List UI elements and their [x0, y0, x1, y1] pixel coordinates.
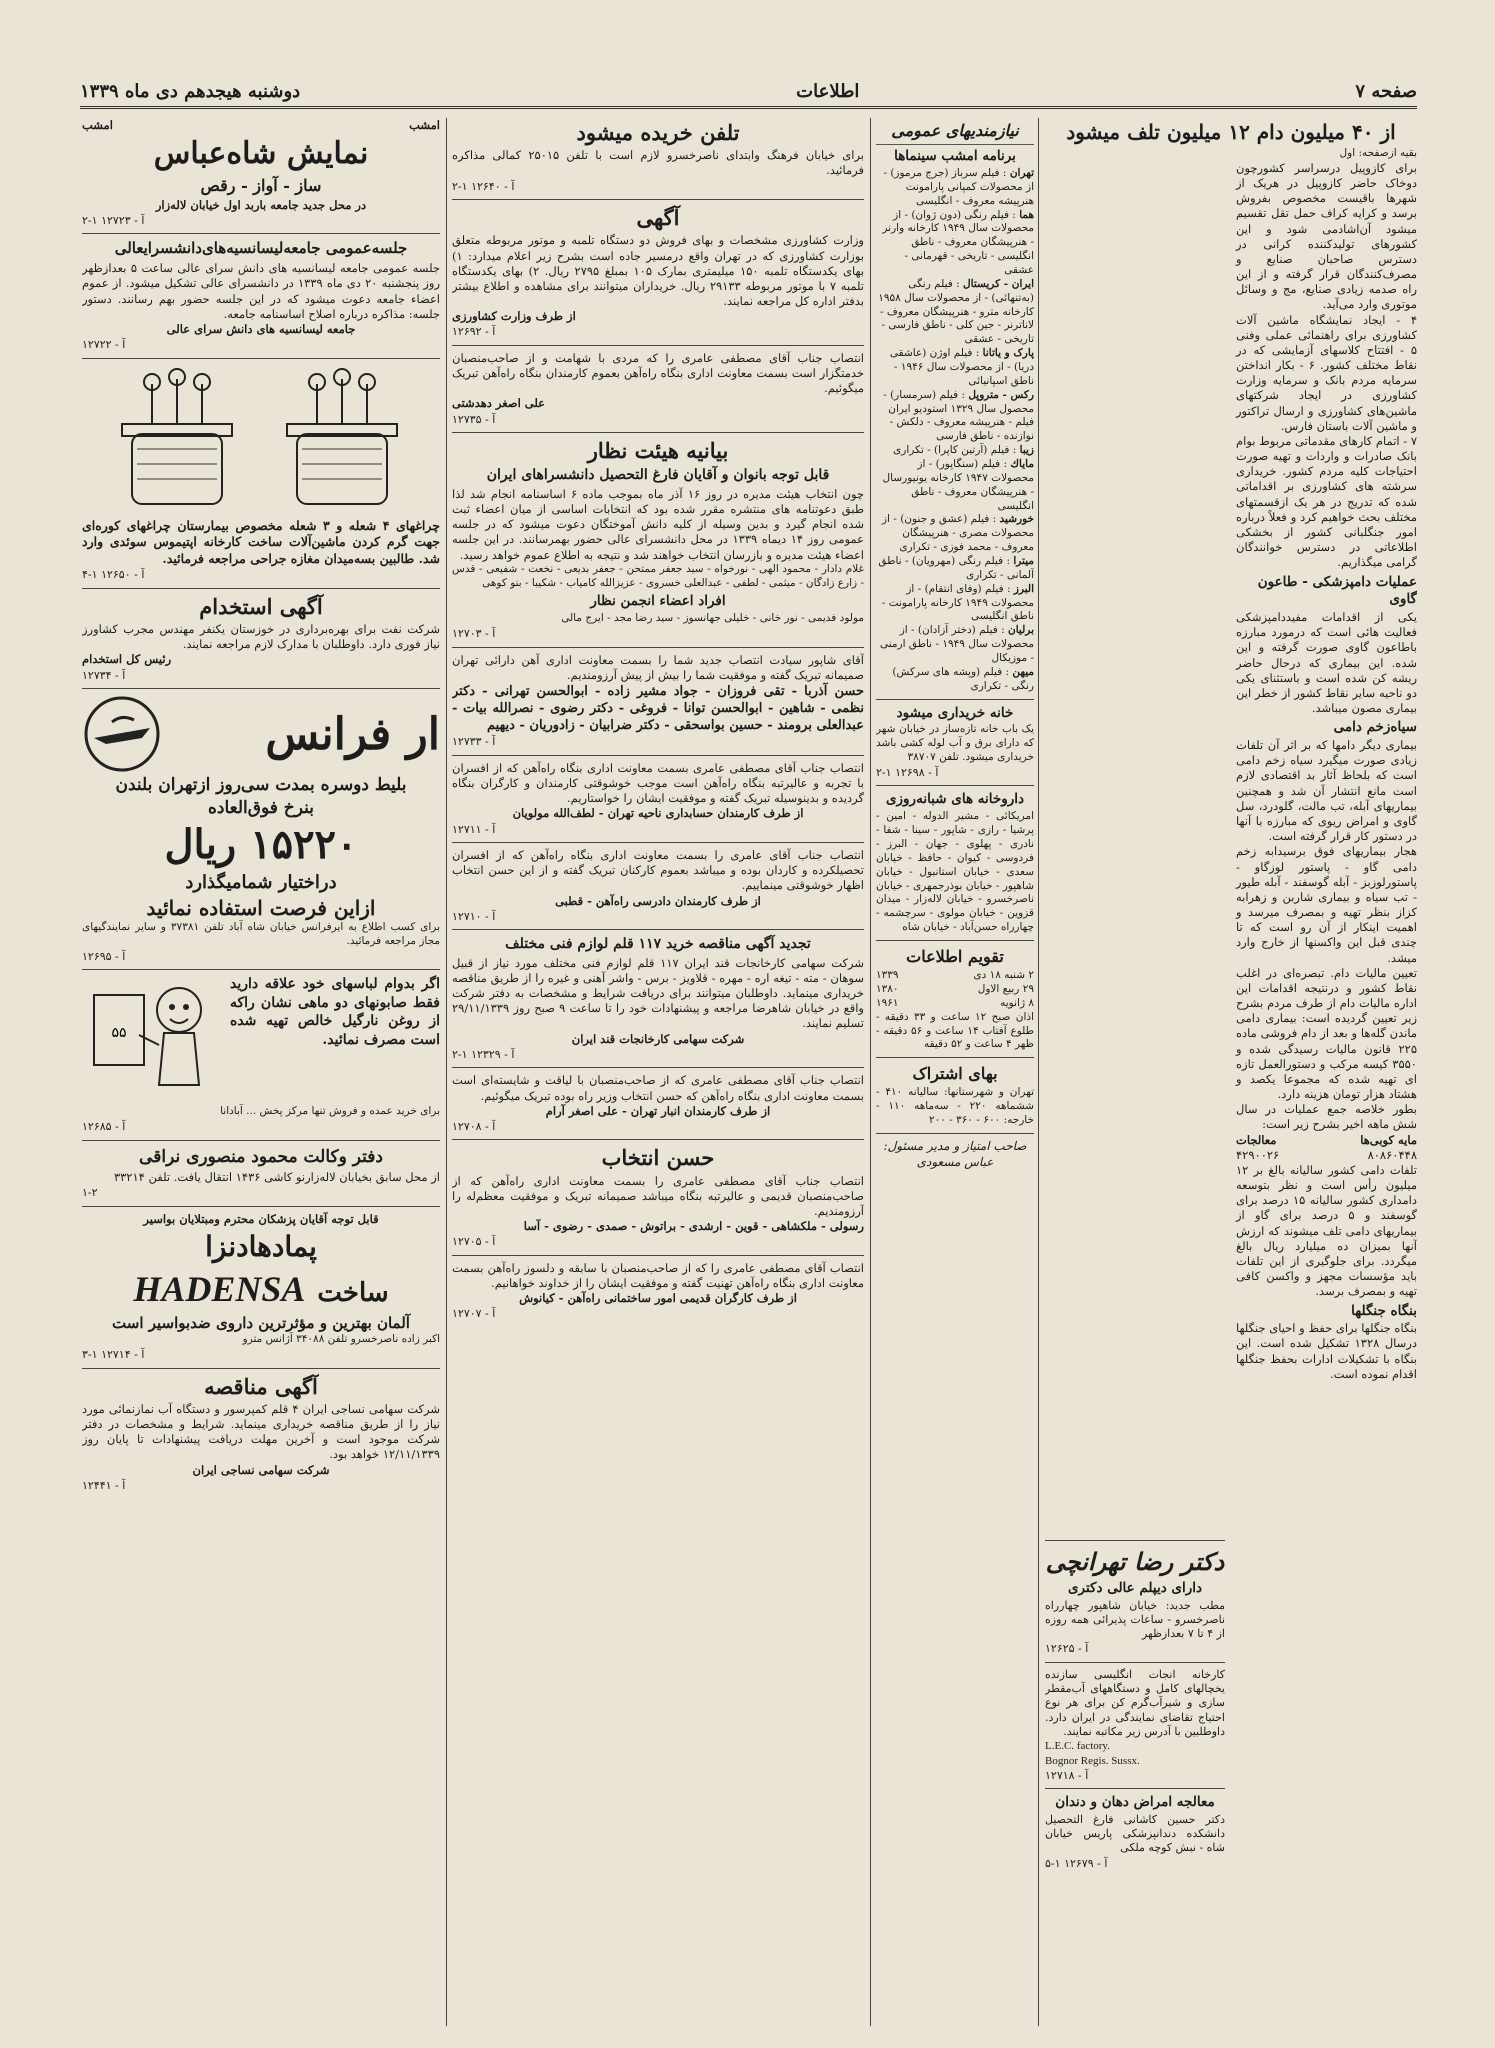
ad-reference: آ - ۱۲۷۰۳ — [452, 627, 496, 641]
ad-reference: ۱-۲ — [82, 1186, 98, 1200]
airfrance-price: ۱۵۲۲۰ ریال — [164, 820, 358, 868]
cinema-name: خورشید — [999, 513, 1034, 526]
ad-reference: آ - ۱۲۶۹۲ — [452, 325, 496, 339]
assoc-text: جلسه عمومی جامعه لیسانسیه های دانش سرای عالی ساعت ۵ بعدازظهر روز پنجشنبه ۲۰ دی ماه ۱۳۳۹ در دانشسرای عالی تشکیل میشود. از عموم اعضاء جامعه دعوت میشود که در این جلسه حضور بهم رسانند. دستور جلسه: مذاکره درباره اصلاح اساسنامه جامعه. — [82, 261, 440, 321]
ad-text: وزارت کشاورزی مشخصات و بهای فروش دو دستگاه تلمبه و موتور مربوطه متعلق بوزارت کشاورزی که در تهران واقع درمسیر جاده است بشرح زیر اعلام میدارد: ۱) بهای یکدستگاه تلمبه ۱۵۰ میلیمتری بمارک ۱۰۵ بمبلغ ۲۷۹۵ ریال. ۲) بهای یکدستگاه تلمبه ۷ با موتور مربوطه ۲۹۱۳۳ ریال. خریداران میتوانند برای مشاهده و اطلاع بیشتر بدفتر اداره کل مراجعه نمایند. — [452, 233, 864, 309]
tender2-title: آگهی مناقصه — [204, 1373, 318, 1399]
cinema-list — [876, 167, 1034, 694]
ad-reference: آ - ۱۲۷۰۷ — [452, 1307, 496, 1321]
notice-text: انتصاب جناب آقای عامری را بسمت معاونت اداری بنگاه راه‌آهن که از افسران تحصیلکرده و کاردان بوده و میباشد بعموم کارکنان تبریک گفته و از این حسن انتخاب اظهار خوشوقتی مینماییم. — [452, 848, 864, 893]
airfrance-contact: برای کسب اطلاع به ایرفرانس خیابان شاه آباد تلفن ۳۷۳۸۱ و سایر نمایندگیهای مجاز مراجعه فرمائید. — [82, 921, 440, 947]
employ-signature: رئیس کل استخدام — [82, 652, 172, 667]
stats-head: مایه کوبی‌ها — [1360, 1132, 1417, 1147]
medical-note: قابل توجه آقایان پزشکان محترم ومبتلایان بواسیر — [143, 1211, 379, 1226]
good-choice-title: حسن انتخاب — [601, 1145, 715, 1171]
lamp-illustration — [82, 364, 440, 514]
ad-reference: آ - ۱۲۷۲۲ — [82, 338, 126, 352]
ad-reference: آ - ۱۲۷۰۵ — [452, 1235, 496, 1249]
cinema-program: فیلم رنگی (به‌تنهائی) - از محصولات سال ۱۹۵۸ کارخانه مترو - هنرپیشگان معروف - لاناترنر - جین کلی - ناطق فارسی - تاریخی - عشقی — [878, 277, 1034, 346]
column-rule — [446, 118, 447, 2026]
calendar-row — [876, 997, 1034, 1011]
article-paragraph: یکی از اقدامات مفیددامپزشکی فعالیت هائی است که درمورد مبارزه باطاعون گاوی صورت گرفته و این شده. این بیماری که درحال حاضر ریشه کن شده است و باستثنای یکی دو ناحیه سایر نقاط کشور از خطر این بیماری مصون میباشد. — [1236, 610, 1417, 716]
board-title: بیانیه هیئت نظار — [587, 438, 729, 464]
show-title: نمایش شاه‌عباس — [153, 136, 369, 172]
notice-signature: علی اصغر دهدشتی — [452, 396, 546, 411]
column-rule — [870, 118, 871, 2026]
cinema-program: فیلم (سرمسار) - محصول سال ۱۳۲۹ استودیو ایران فیلم - هنرپیشه معروف - دلکش - نوازنده - ناطق فارسی — [883, 388, 1034, 443]
prayer-times: اذان صبح ۱۲ ساعت و ۳۳ دقیقه - طلوع آفتاب ۱۴ ساعت و ۵۶ دقیقه - ظهر ۴ ساعت و ۵۲ دقیقه — [876, 1010, 1034, 1051]
cinema-item: رکس - متروپل : فیلم (سرمسار) - محصول سال ۱۳۲۹ استودیو ایران فیلم - هنرپیشه معروف - دلکش - نوازنده - ناطق فارسی — [883, 388, 1034, 443]
article-paragraph: بطور خلاصه جمع عملیات در سال شش ماهه اخیر بشرح زیر است: — [1236, 1102, 1417, 1132]
doctor-text: مطب جدید: خیابان شاهپور چهارراه ناصرخسرو - ساعات پذیرائی همه روزه از ۴ تا ۷ بعدازظهر — [1045, 1598, 1225, 1641]
board-names: غلام دادار - محمود الهی - نورخواه - سید جعفر ممتحن - جعفر بدیعی - نخعت - شفیعی - قدس - زارع زادگان - میثمی - لطفی - عبدالعلی خسروی - عزیزالله کامیاب - شکیبا - بنو کوهی — [452, 562, 864, 589]
stats-head: معالجات — [1236, 1132, 1277, 1147]
tonight-label: امشب — [82, 118, 113, 132]
ad-reference: آ - ۱۲۶۴۰ ۱-۲ — [452, 179, 515, 193]
ad-reference: آ - ۱۲۶۲۵ — [1045, 1642, 1089, 1656]
tonight-row — [82, 118, 440, 133]
dentist-title: معالجه امراض دهان و دندان — [1055, 1794, 1215, 1811]
product-brand-row — [82, 1266, 440, 1314]
cinema-name: میهن — [1012, 665, 1034, 678]
notice-signature: از طرف کارگران قدیمی امور ساختمانی راه‌آهن - کیانوش — [519, 1291, 797, 1306]
tender-text: شرکت سهامی کارخانجات قند ایران ۱۱۷ قلم لوازم فنی مختلف مورد نیاز از قبیل سوهان - مته - تیغه اره - مهره - قلاویز - برس - واشر آهنی و غیره را از طریق مناقصه خریداری مینماید. داوطلبان میتوانند برای دریافت شرایط و مشخصات به دفتر شرکت واقع در خیابان شاهرضا مراجعه و پیشنهادات خود را تا ساعت ۹ صبح روز ۲۹/۱۱/۱۳۳۹ تسلیم نمایند. — [452, 955, 864, 1031]
ad-reference: آ - ۱۲۶۸۵ — [82, 1120, 126, 1134]
cinema-program: فیلم (دختر آزادان) - از محصولات سال ۱۹۴۹ - ناطق ارمنی - موزیکال — [879, 624, 1034, 664]
cinema-name: برلیان — [1008, 624, 1034, 637]
stats-values — [1236, 1148, 1417, 1163]
ad-reference: آ - ۱۲۶۹۸ ۱-۲ — [876, 765, 939, 779]
doctor-block — [1045, 1540, 1225, 2033]
subscription-prices: تهران و شهرستانها: سالیانه ۴۱۰ - ششماهه ۲۲۰ - سه‌ماهه ۱۱۰ - خارجه: ۶۰۰ - ۳۶۰ - ۲۰۰ — [876, 1086, 1034, 1127]
calendar-row — [876, 969, 1034, 983]
airfrance-line: بلیط دوسره بمدت سی‌روز ازتهران بلندن — [115, 775, 407, 796]
dentist-text: دکتر حسین کاشانی فارغ التحصیل دانشکده دندانپزشکی پاریس خیابان شاه - نبش کوچه ملکی — [1045, 1812, 1225, 1855]
ad-reference: آ - ۱۲۷۱۰ — [452, 909, 496, 923]
ad-signature: از طرف وزارت کشاورزی — [452, 309, 576, 324]
calendar-day: ۲۹ ربیع الاول — [977, 983, 1034, 995]
calendar-year: ۱۹۶۱ — [876, 996, 899, 1009]
house-text: یک باب خانه تازه‌ساز در خیابان شهر که دارای برق و آب لوله کشی باشد خریداری میشود. تلفن ۳۸۷۰۷ — [876, 723, 1034, 764]
cinema-name: تهران — [1009, 166, 1034, 179]
cinema-name: پارک و یاتانا — [982, 347, 1034, 360]
headline-livestock: از ۴۰ میلیون دام ۱۲ میلیون تلف میشود — [1066, 120, 1396, 144]
phone-title: تلفن خریده میشود — [576, 120, 740, 145]
employ-title: آگهی استخدام — [199, 593, 323, 619]
airfrance-line: دراختیار شمامیگذارد — [185, 871, 337, 893]
show-subtitle: ساز - آواز - رقص — [200, 175, 322, 195]
airfrance-header — [82, 694, 440, 774]
section-title: نیازمندیهای عمومی — [891, 121, 1019, 140]
soap-text: اگر بدوام لباسهای خود علاقه دارید فقط صابونهای دو ماهی نشان راکه از روغن نارگیل خالص تهیه شده است مصرف نمائید. — [230, 976, 440, 1048]
house-title: خانه خریداری میشود — [896, 704, 1014, 721]
cinema-name: ایران - کریستال — [962, 277, 1034, 290]
cinema-item: زیبا : فیلم (آرتین کاپرا) - تکراری — [893, 444, 1034, 457]
show-place: در محل جدید جامعه باربد اول خیابان لاله‌زار — [155, 197, 367, 212]
airfrance-line: ازاین فرصت استفاده نمائید — [146, 895, 376, 920]
calendar-year: ۱۳۳۹ — [876, 969, 899, 982]
cinema-name: زیبا — [1019, 444, 1034, 457]
column-listings — [876, 118, 1034, 2028]
cinema-program: فیلم (عشق و جنون) - از محصولات مصری - هنرپیشگان معروف - محمد فوزی - تکراری — [881, 513, 1034, 554]
product-contact: اکبر زاده ناصرخسرو تلفن ۳۴۰۸۸ آژانس مترو — [242, 1333, 440, 1346]
factory-text: کارخانه انجات انگلیسی سازنده یخچالهای کامل و دستگاههای آب‌مقطر سازی و شیرآب‌گرم کن برای هر نوع احتیاج تقاضای نمایندگی در ایران دارد. داوطلبین با آدرس زیر مکاتبه نمایند. — [1045, 1667, 1225, 1738]
factory-address: L.E.C. factory. — [1045, 1740, 1110, 1753]
product-latin: HADENSA — [133, 1269, 306, 1310]
ad-reference: آ - ۱۲۷۱۴ ۱-۳ — [82, 1348, 145, 1362]
cinema-program: فیلم اوژن (عاشقی دریا) - از محصولات سال ۱۹۴۶ - ناطق اسپانیائی — [889, 347, 1034, 387]
good-choice-text: انتصاب جناب آقای مصطفی عامری را بسمت معاونت اداری راه‌آهن که از صاحب‌منصبان قدیمی و عالیرتبه بنگاه میباشد صمیمانه تبریک و موفقیت معظم‌له را آرزومندیم. — [452, 1173, 864, 1218]
lawyer-title: دفتر وکالت محمود منصوری نراقی — [139, 1146, 383, 1167]
doctor-title: دارای دیپلم عالی دکتری — [1067, 1580, 1203, 1596]
members-list: مولود فدیمی - نور خانی - خلیلی جهانسوز - سید رضا مجد - ایرج مالی — [561, 612, 864, 625]
ad-reference: آ - ۱۲۷۳۵ — [452, 412, 496, 426]
ad-reference: آ - ۱۲۷۱۱ — [452, 822, 496, 836]
cinema-item: پارک و یاتانا : فیلم اوژن (عاشقی دریا) - از محصولات سال ۱۹۴۶ - ناطق اسپانیائی — [889, 347, 1034, 387]
article-paragraph: بنگاه جنگلها برای حفظ و احیای جنگلها درسال ۱۳۲۸ تشکیل شده است. این بنگاه با تشکیلات ادارات بحفظ جنگلها اقدام نموده است. — [1236, 1321, 1417, 1381]
tender2-text: شرکت سهامی نساجی ایران ۴ قلم کمپرسور و دستگاه آب نمازنمائی مورد نیاز را از طریق مناقصه خریداری مینماید. شرایط و مشخصات در دفتر شرکت موجود است و آخرین مهلت دریافت پیشنهادات تا پایان روز ۱۲/۱۱/۱۳۳۹ خواهد بود. — [82, 1401, 440, 1462]
notice-text: انتصاب جناب آقای مصطفی عامری که از صاحب‌منصبان با لیاقت و شایسته‌ای است بسمت معاونت اداری بنگاه راه‌آهن که حسن انتخاب وزیر راه بوده تبریک میگوئیم. — [452, 1073, 864, 1103]
cinema-program: فیلم (وفای انتقام) - از محصولات ۱۹۴۹ کارخانه پارامونت - ناطق انگلیسی — [881, 582, 1034, 623]
phone-text: برای خیابان فرهنگ وابتدای ناصرخسرو لازم است با تلفن ۲۵۰۱۵ کمالی مذاکره فرمائید. — [452, 148, 864, 178]
cinema-program: فیلم (وپشه های سرکش) رنگی - تکراری — [892, 665, 1034, 692]
assoc-title: جلسه‌عمومی جامعه‌لیسانسیه‌های‌دانشسرایعالی — [114, 239, 408, 258]
soap-mascot-illustration — [84, 975, 224, 1105]
soap-brand: ۵۵ — [111, 1025, 127, 1042]
ad-reference: آ - ۱۲۳۲۹ ۱-۲ — [452, 1047, 515, 1061]
ad-reference: آ - ۱۲۴۴۱ — [82, 1478, 126, 1492]
members-title: افراد اعضاء انجمن نظار — [590, 593, 726, 610]
column-rule — [1038, 118, 1039, 2026]
tender-signature: شرکت سهامی کارخانجات قند ایران — [571, 1031, 745, 1046]
notice-text: انتصاب جناب آقای مصطفی عامری بسمت معاونت اداری بنگاه راه‌آهن که از افسران با تجربه و عالیرتبه بنگاه راه‌آهن است موجب خوشوقتی کارمندان و کارگران بنگاه گردیده و بدینوسیله تبریک گفته و موفقیت ایشان را خواستاریم. — [452, 760, 864, 806]
congrats-text: آقای شاپور سیادت انتصاب جدید شما را بسمت معاونت اداری آهن دارائی تهران صمیمانه تبریک گفته و موفقیت شما را بیش از پیش آرزومندیم. — [452, 652, 864, 682]
calendar-day: ۸ ژانویه — [1000, 996, 1034, 1009]
stats-table — [1236, 1133, 1417, 1148]
cinema-program: فیلم (آرتین کاپرا) - تکراری — [893, 444, 1010, 457]
pharmacy-list: امریکائی - مشیر الدوله - امین - پرشیا - رازی - شاپور - سینا - شفا - نادری - پهلوی - جهان - البرز - فردوسی - کیوان - حافظ - خیابان سعدی - خیابان استانبول - خیابان شاهپور - خیابان بوذرجمهری - خیابان ناصرخسرو - خیابان لاله‌زار - میدان قزوین - خیابان مولوی - سرچشمه - چهارراه حسن‌آباد - خیابان شاه — [876, 810, 1034, 934]
stats-value: ۴۲۹۰۰۲۶ — [1236, 1147, 1280, 1162]
masthead — [80, 76, 1417, 109]
continued-note: بقیه ازصفحه: اول — [1339, 147, 1417, 159]
assoc-signature: جامعه لیسانسیه های دانش سرای عالی — [166, 321, 356, 336]
product-made: ساخت — [317, 1278, 389, 1309]
tender-title: تجدید آگهی مناقصه خرید ۱۱۷ قلم لوازم فنی مختلف — [505, 936, 811, 953]
factory-address: Bognor Regis. Sussx. — [1045, 1754, 1140, 1767]
notice-text: انتصاب جناب آقای مصطفی عامری را که مردی با شهامت و از صاحب‌منصبان خدمتگزار است بسمت معاونت اداری بنگاه راه‌آهن بعموم کارمندان بنگاه راه‌آهن تبریک میگوئیم. — [452, 350, 864, 396]
cinema-name: ماياك — [1010, 457, 1034, 470]
column-ads — [82, 118, 440, 2028]
ad-reference: آ - ۱۲۷۳۳ — [452, 735, 496, 749]
calendar-year: ۱۳۸۰ — [876, 983, 899, 995]
cinema-program: فیلم رنگی (مهرویان) - ناطق آلمانی - تکراری — [878, 554, 1034, 581]
page-number: صفحه ۷ — [1355, 80, 1417, 102]
cinema-item: تهران : فیلم سرباز (جرج مرموز) - از محصولات کمپانی پارامونت هنرپیشه معروف - انگلیسی — [883, 166, 1034, 207]
cinema-item: ایران - کریستال : فیلم رنگی (به‌تنهائی) - از محصولات سال ۱۹۵۸ کارخانه مترو - هنرپیشگان معروف - لاناترنر - جین کلی - ناطق فارسی - تاریخی - عشقی — [878, 277, 1034, 346]
cinema-item: خورشید : فیلم (عشق و جنون) - از محصولات مصری - هنرپیشگان معروف - محمد فوزی - تکراری — [881, 513, 1034, 554]
airfrance-line: بنرخ فوق‌العاده — [208, 797, 314, 818]
cinema-item: ماياك : فیلم (سنگاپور) - از محصولات ۱۹۴۷ کارخانه یونیورسال - هنرپیشگان معروف - ناطق انگلیسی — [882, 457, 1034, 512]
notice-signature: از طرف کارمندان حسابداری ناحیه تهران - لطف‌الله مولویان — [512, 806, 804, 821]
cinema-program: فیلم رنگی (دون ژوان) - از محصولات سال ۱۹۴۹ کارخانه وارنر - هنرپیشگان معروف - ناطق انگلیسی - تاریخی - قهرمانی - عشقی — [882, 208, 1034, 276]
article-paragraph: ۴ - ایجاد نمایشگاه ماشین آلات کشاورزی برای راهنمائی عملی وفنی ۵ - افتتاح کلاسهای آزمایشی که در نقاط مختلف کشور. ۶ - بکار انداختن سرمایه مردم بانک و سرمایه وزارت کشاورزی در ایجاد شرکتهای ماشین‌های کشاورزی و ارسال تراکتور و ماشین آلات باستان فارس. — [1236, 312, 1417, 433]
cinema-name: رکس - متروپل — [968, 388, 1034, 401]
tender2-signature: شرکت سهامی نساجی ایران — [192, 1462, 330, 1477]
article-paragraph: بیماری دیگر دامها که بر اثر آن تلفات زیادی صورت میگیرد سیاه زخم دامی است که بلحاظ آثار بد اقتصادی لازم است مانع انتشار آن شد و همچنین بیماریهای آبله، تب مالت، گلودرد، سل گاوی و امراض ریوی که مبارزه با آنها در دستور کار قرار گرفته است. — [1236, 738, 1417, 844]
product-name: پمادهادنزا — [205, 1230, 317, 1264]
notice-signature: از طرف کارمندان انبار تهران - علی اصغر آرام — [545, 1103, 771, 1118]
airfrance-title: ار فرانس — [265, 708, 440, 760]
ad-reference: آ - ۱۲۶۷۹ ۱-۵ — [1045, 1856, 1108, 1870]
good-choice-names: رسولی - ملکشاهی - قوین - ارشدی - براتوش - صمدی - رضوی - آسا — [523, 1219, 864, 1234]
product-line: آلمان بهترین و مؤثرترین داروی ضدبواسیر است — [112, 1313, 410, 1332]
cinema-name: هما — [1019, 208, 1034, 221]
calendar-day: ۲ شنبه ۱۸ دی — [973, 969, 1034, 982]
cinema-item: میترا : فیلم رنگی (مهرویان) - ناطق آلمانی - تکراری — [878, 554, 1034, 581]
cinema-program: فیلم سرباز (جرج مرموز) - از محصولات کمپانی پارامونت هنرپیشه معروف - انگلیسی — [883, 166, 1034, 207]
cinema-program: فیلم (سنگاپور) - از محصولات ۱۹۴۷ کارخانه یونیورسال - هنرپیشگان معروف - ناطق انگلیسی — [882, 457, 1034, 512]
ad-reference: آ - ۱۲۷۲۳ ۱-۲ — [82, 213, 145, 227]
subheading: بنگاه جنگلها — [1351, 1302, 1417, 1319]
notice-text: انتصاب آقای مصطفی عامری را که از صاحب‌منصبان با سابقه و دلسوز راه‌آهن بسمت معاونت اداری بنگاه راه‌آهن تهنیت گفته و موفقیت ایشان را از خداوند خواهانیم. — [452, 1260, 864, 1290]
board-text: چون انتخاب هیئت مدیره در روز ۱۶ آذر ماه بموجب ماده ۶ اساسنامه انجام شد لذا طبق دعوتنامه های منتشره مقرر شده بود که انتخابات اساسی از میان اعضاء ثبت شده انجام گیرد و بدین وسیله از کلیه دانش آموختگان دعوت میشود که در جلسه عمومی روز ۱۴ دیماه ۱۳۳۹ در محل دانشسرای عالی حضور بهمرسانند. در این جلسه اعضاء هیئت مدیره و بازرسان انتخاب خواهند شد و نتیجه به اطلاع عموم خواهد رسید. — [452, 486, 864, 562]
pharmacy-title: داروخانه های شبانه‌روزی — [885, 791, 1025, 808]
calendar-title: تقویم اطلاعات — [906, 947, 1004, 967]
ad-reference: آ - ۱۲۶۹۵ — [82, 949, 126, 963]
cinema-title: برنامه امشب سینماها — [894, 148, 1016, 165]
article-paragraph: تلفات دامی کشور سالیانه بالغ بر ۱۲ میلیون رأس است و نظر بتوسعه دامداری کشور ساليانه ۱۵ درصد برای گوسفند و ۵ درصد برای گاو از بیماریهای دامی تلف میشوند که ارزش آنها بمیزان ده میلیارد ریال بالغ میگردد. برای جلوگیری از این تلفات باید مؤسسات مجهز و واکسن کافی تهیه و بمصرف برسد. — [1236, 1162, 1417, 1299]
cinema-name: البرز — [1013, 582, 1034, 595]
paper-name: اطلاعات — [796, 80, 860, 102]
article-paragraph: هجار بیماریهای فوق برسیدابه زخم دامی گاو - پاستور لوزگاو - پاستورلوزبز - آبله گوسفند - آبله طیور - تب سیاه و بیماری شاربن و زهرابه کزاز بنظر تهیه و بمصرف میرسد و اهمیت اینکار از آن رو است که تا چندی قبل این واکسنها از خارج وارد میشد. — [1236, 844, 1417, 965]
article-paragraph: ۷ - اتمام کارهای مقدماتی مربوط بوام بانک صادرات و واردات و تهیه صورت احتیاجات کلیه مردم کشور. خریداری سرشته های کشاورزی بر اقداماتی شده که تدریج در هر یک ازقسمتهای مختلف بحث خواهیم کرد و فعلاً درباره امور جنگلبانی کشور از بخشکی اطلاعاتی در دسترس خوانندگان گرامی میگذاریم. — [1236, 433, 1417, 570]
tonight-label: امشب — [409, 118, 440, 132]
cinema-item: البرز : فیلم (وفای انتقام) - از محصولات ۱۹۴۹ کارخانه پارامونت - ناطق انگلیسی — [881, 582, 1034, 623]
cinema-name: میترا — [1013, 554, 1034, 567]
airfrance-logo — [82, 694, 162, 774]
ad-reference: آ - ۱۲۶۵۰ ۱-۴ — [82, 568, 145, 582]
issue-date: دوشنبه هیجدهم دی ماه ۱۳۳۹ — [80, 80, 301, 102]
subheading: سیاه‌زخم دامی — [1333, 719, 1417, 736]
owner-signature: صاحب امتیاز و مدیر مسئول: عباس مسعودی — [883, 1138, 1027, 1169]
ad-title: آگهی — [636, 205, 680, 231]
article-paragraph: تعیین مالیات دام. تبصره‌ای در اغلب نقاط کشور و درنتیجه اقدامات این اداره مالیات دام از طرف مردم بشرح زیر تعیین گردیده است: بیماری دامی ماندن گله‌ها و بعد از دام فروشی ماده ۲۲۵ قانون مالیات رسیدگی شده و ۳۵۵۰ کیسه مرکب و دستورالعمل تازه ای تهیه شده که مجموعا یکصد و هشتاد هزار تومان هزینه دارد. — [1236, 965, 1417, 1102]
column-notices — [452, 118, 864, 2028]
employ-text: شرکت نفت برای بهره‌برداری در خوزستان یکنفر مهندس مجرب کشاورز نیاز فوری دارد. داوطلبان با مدارک لازم مراجعه نمایند. — [82, 622, 440, 652]
subheading: عملیات دامپزشکی - طاعون گاوی — [1257, 573, 1417, 608]
lawyer-text: از محل سابق بخیابان لاله‌زارنو کاشی ۱۴۳۶ انتقال یافت. تلفن ۳۳۲۱۴ — [113, 1170, 440, 1185]
notice-signature: از طرف کارمندان دادرسی راه‌آهن - قطبی — [555, 893, 761, 908]
board-subtitle: قابل توجه بانوان و آقایان فارغ التحصیل دانشسراهای ایران — [486, 467, 830, 484]
ad-reference: آ - ۱۲۷۳۴ — [82, 668, 126, 682]
congrats-names: حسن آذربا - تقی فروزان - جواد مشیر زاده - ابوالحسن تهرانی - دکتر نظمی - شاهین - ابوالحسن توانا - فروغی - دکتر رضوی - نصرالله بیات - عبدالعلی برومند - حسین بواسحقی - دکتر ضرابیان - زادوریان - دیهیم — [452, 683, 864, 734]
soap-ad — [82, 975, 440, 1105]
calendar-row — [876, 983, 1034, 997]
stats-value: ۸۰۸۶۰۴۴۸ — [1367, 1147, 1417, 1162]
soap-small: برای خرید عمده و فروش تنها مرکز پخش ... آبادانا — [220, 1105, 440, 1118]
doctor-name: دکتر رضا تهرانچی — [1045, 1547, 1225, 1576]
cinema-item: میهن : فیلم (وپشه های سرکش) رنگی - تکراری — [892, 665, 1034, 692]
cinema-item: هما : فیلم رنگی (دون ژوان) - از محصولات سال ۱۹۴۹ کارخانه وارنر - هنرپیشگان معروف - ناطق انگلیسی - تاریخی - قهرمانی - عشقی — [882, 208, 1034, 276]
lamp-text: چراغهای ۴ شعله و ۳ شعله مخصوص بیمارستان چراغهای کوره‌ای جهت گرم کردن ماشین‌آلات ساخت کارخانه اپتیموس سوئدی وارد شد. طالبین بسه‌میدان مغازه جراحی مراجعه فرمائید. — [82, 517, 440, 566]
ad-reference: آ - ۱۲۷۱۸ — [1045, 1768, 1089, 1782]
cinema-item: برلیان : فیلم (دختر آزادان) - از محصولات سال ۱۹۴۹ - ناطق ارمنی - موزیکال — [879, 624, 1034, 664]
ad-reference: آ - ۱۲۷۰۸ — [452, 1119, 496, 1133]
article-paragraph: برای کازوپیل درسراسر کشورچون دوخاک حاضر کازوپیل در هریک از شهرها باقیست مخصوص بفروش برسد و کرایه کراف حمل تقل تقسیم میشود آن‌اشادمی شود و این کشورهای تولیدکننده کرانی در دسترس صاحبان صنایع و مصرف‌کنندگان قرار گرفته و از این راه صدمه زیادی صنایع، مج و وسائل موتوری وارد می‌آید. — [1236, 160, 1417, 312]
subscription-title: بهای اشتراک — [912, 1064, 998, 1084]
